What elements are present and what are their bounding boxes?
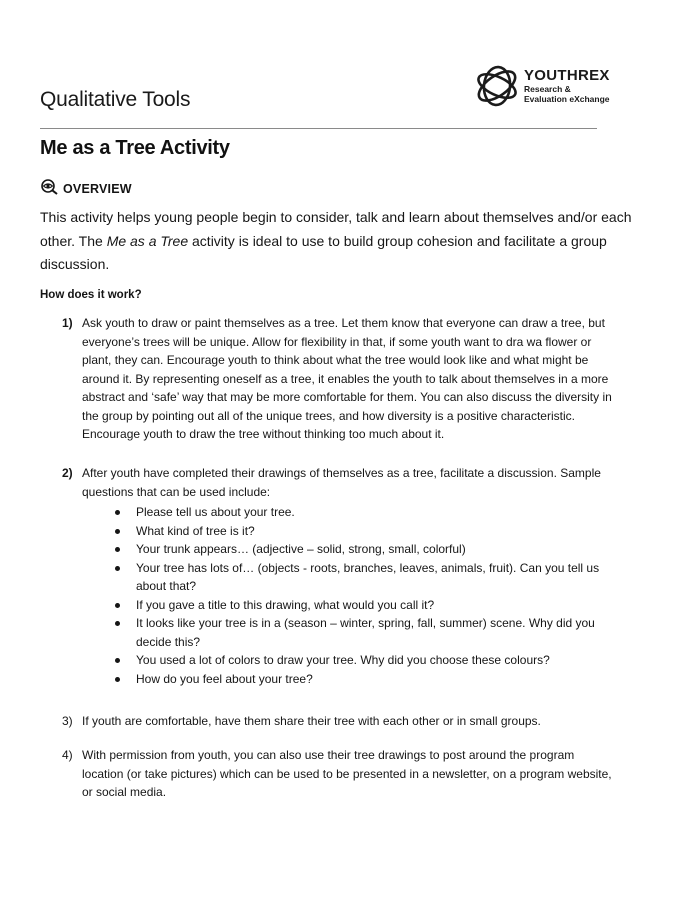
- step-4: [62, 746, 618, 802]
- step-number: 2): [62, 466, 73, 480]
- page-title: Me as a Tree Activity: [40, 137, 230, 159]
- question-item: If you gave a title to this drawing, what would you call it?: [115, 596, 618, 615]
- overview-text-part2: activity is ideal to use to build group cohesion and facilitate a group discussion.: [40, 232, 607, 272]
- step-2: [62, 464, 618, 688]
- overview-label: OVERVIEW: [63, 182, 132, 196]
- step-text: With permission from youth, you can also use their tree drawings to post around the program location (or take pictures) which can be used to be presented in a newsletter, on a program website, or social media.: [82, 748, 612, 799]
- question-list: [82, 503, 618, 688]
- step-text: If youth are comfortable, have them share their tree with each other or in small groups.: [82, 714, 541, 728]
- youthrex-logo-icon: [473, 64, 521, 108]
- logo-subtitle-line2: Evaluation eXchange: [524, 94, 610, 104]
- step-number: 1): [62, 316, 73, 330]
- header-divider: [40, 128, 597, 129]
- step-number: 3): [62, 714, 73, 728]
- question-item: Your trunk appears… (adjective – solid, strong, small, colorful): [115, 540, 618, 559]
- question-item: You used a lot of colors to draw your tree. Why did you choose these colours?: [115, 651, 618, 670]
- step-1: [62, 314, 618, 444]
- how-it-works-heading: How does it work?: [40, 289, 142, 301]
- logo-subtitle: [524, 84, 610, 104]
- logo-wordmark: YOUTHREX: [524, 67, 610, 84]
- question-item: Your tree has lots of… (objects - roots, branches, leaves, animals, fruit). Can you tell us about that?: [115, 559, 618, 596]
- overview-section: [40, 180, 640, 277]
- step-number: 4): [62, 748, 73, 762]
- logo-subtitle-line1: Research &: [524, 84, 571, 94]
- overview-heading: [40, 180, 640, 198]
- overview-text-part1: This activity helps young people begin to consider, talk and learn about themselves and/or each other. The: [40, 209, 632, 249]
- youthrex-logo: [473, 64, 610, 116]
- eye-magnifier-icon: [40, 179, 60, 200]
- step-text: After youth have completed their drawings of themselves as a tree, facilitate a discussion. Sample questions that can be used include:: [82, 466, 601, 499]
- section-title: Qualitative Tools: [40, 88, 191, 111]
- step-3: [62, 712, 618, 731]
- question-item: What kind of tree is it?: [115, 522, 618, 541]
- step-text: Ask youth to draw or paint themselves as a tree. Let them know that everyone can draw a tree, but everyone’s trees will be unique. Allow for flexibility in that, if some youth want to dra wa flower or plant, they can. Encourage youth to think about what the tree would look like and what might be around it. By representing oneself as a tree, it enables the youth to talk about themselves in a more abstract and ‘safe’ way that may be more comfortable for them. You can also discuss the diversity in the group by pointing out all of the unique trees, and how diversity is a positive characteristic. Encourage youth to draw the tree without thinking too much about it.: [82, 316, 612, 441]
- question-item: Please tell us about your tree.: [115, 503, 618, 522]
- question-item: It looks like your tree is in a (season – winter, spring, fall, summer) scene. Why did you decide this?: [115, 614, 618, 651]
- step-text-block: [82, 464, 618, 688]
- overview-paragraph: [40, 206, 640, 277]
- activity-name-emphasis: Me as a Tree: [106, 232, 189, 249]
- question-item: How do you feel about your tree?: [115, 670, 618, 689]
- page-header: [40, 64, 610, 126]
